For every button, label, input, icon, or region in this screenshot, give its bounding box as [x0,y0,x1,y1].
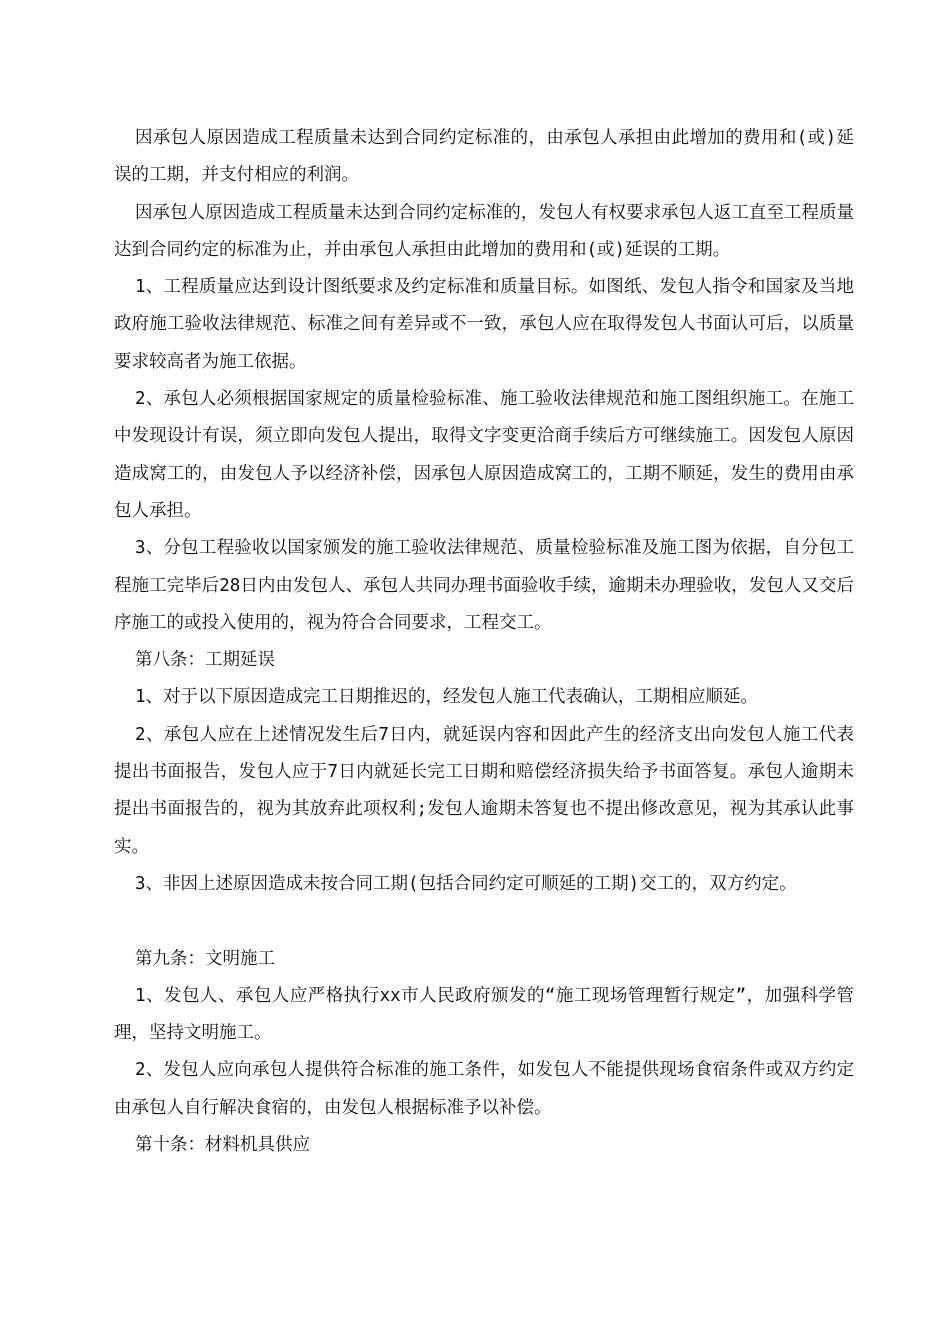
paragraph-quality-rework: 因承包人原因造成工程质量未达到合同约定标准的，发包人有权要求承包人返工直至工程质量达到合同约定的标准为止，并由承包人承担由此增加的费用和(或)延误的工期。 [114,202,854,260]
paragraph-civilized-clause-2: 2、发包人应向承包人提供符合标准的施工条件，如发包人不能提供现场食宿条件或双方约定由承包人自行解决食宿的，由发包人根据标准予以补偿。 [114,1060,854,1118]
blank-line [114,903,854,940]
paragraph-delay-clause-1: 1、对于以下原因造成完工日期推迟的，经发包人施工代表确认，工期相应顺延。 [135,687,759,708]
paragraph-quality-clause-2: 2、承包人必须根据国家规定的质量检验标准、施工验收法律规范和施工图组织施工。在施工中发现设计有误，须立即向发包人提出，取得文字变更洽商手续后方可继续施工。因发包人原因造成窝工的，由发包人予以经济补偿，因承包人原因造成窝工的，工期不顺延，发生的费用由承包人承担。 [114,389,854,521]
section-heading-article-8: 第八条：工期延误 [135,650,275,671]
section-heading-article-10: 第十条：材料机具供应 [135,1135,310,1156]
paragraph-quality-clause-3: 3、分包工程验收以国家颁发的施工验收法律规范、质量检验标准及施工图为依据，自分包工程施工完毕后28日内由发包人、承包人共同办理书面验收手续，逾期未办理验收，发包人又交后序施工的或投入使用的，视为符合合同要求，工程交工。 [114,538,854,633]
document-body [114,120,854,1164]
paragraph-civilized-clause-1: 1、发包人、承包人应严格执行xx市人民政府颁发的“施工现场管理暂行规定”，加强科学管理，坚持文明施工。 [114,985,854,1044]
paragraph-quality-cost: 因承包人原因造成工程质量未达到合同约定标准的，由承包人承担由此增加的费用和(或)延误的工期，并支付相应的利润。 [114,128,854,186]
paragraph-quality-clause-1: 1、工程质量应达到设计图纸要求及约定标准和质量目标。如图纸、发包人指令和国家及当地政府施工验收法律规范、标准之间有差异或不一致，承包人应在取得发包人书面认可后，以质量要求较高者为施工依据。 [114,277,854,372]
section-heading-article-9: 第九条：文明施工 [135,948,275,969]
paragraph-delay-clause-3: 3、非因上述原因造成未按合同工期(包括合同约定可顺延的工期)交工的，双方约定。 [135,873,797,894]
paragraph-delay-clause-2: 2、承包人应在上述情况发生后7日内，就延误内容和因此产生的经济支出向发包人施工代表提出书面报告，发包人应于7日内就延长完工日期和赔偿经济损失给予书面答复。承包人逾期未提出书面报告的，视为其放弃此项权利;发包人逾期未答复也不提出修改意见，视为其承认此事实。 [114,724,854,857]
